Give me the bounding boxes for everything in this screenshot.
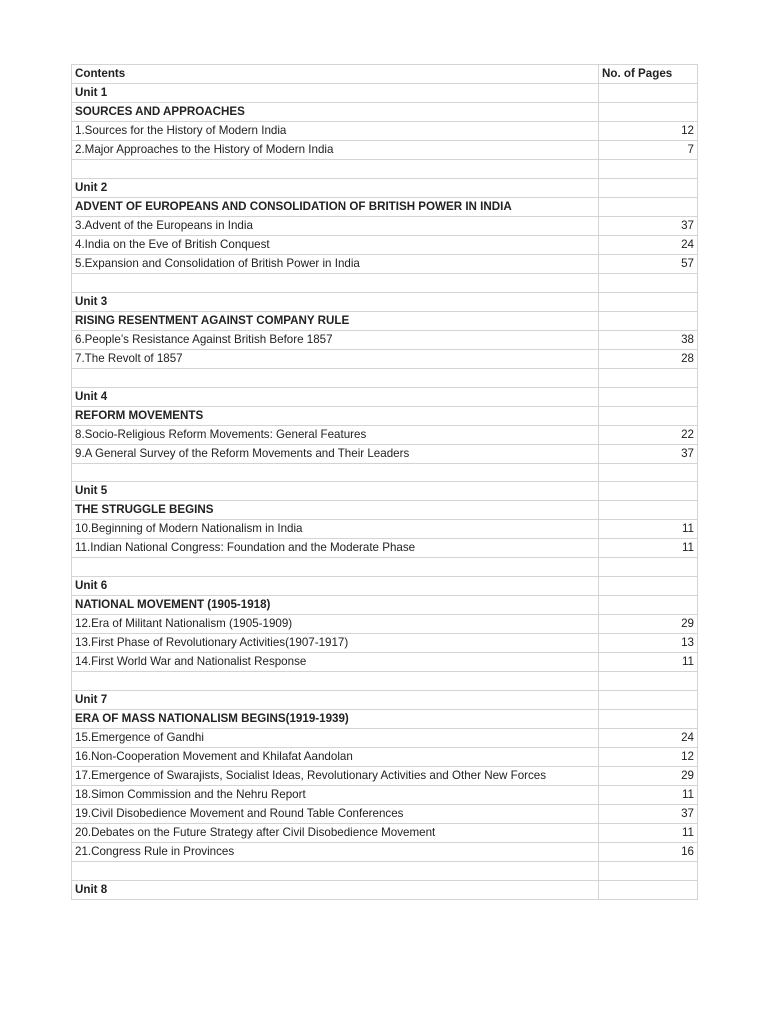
chapter-title (72, 368, 599, 387)
chapter-row (72, 615, 698, 634)
section-title-row (72, 311, 698, 330)
chapter-row (72, 122, 698, 141)
header-row (72, 65, 698, 84)
page-count: 11 (599, 539, 698, 558)
chapter-title: 8.Socio-Religious Reform Movements: General Features (72, 425, 599, 444)
unit-label: Unit 1 (72, 84, 599, 103)
blank-row (72, 672, 698, 691)
chapter-row (72, 767, 698, 786)
page-count (599, 577, 698, 596)
page-count (599, 103, 698, 122)
section-title: SOURCES AND APPROACHES (72, 103, 599, 122)
section-title-row (72, 596, 698, 615)
chapter-title: 19.Civil Disobedience Movement and Round Table Conferences (72, 805, 599, 824)
page-count: 57 (599, 254, 698, 273)
page-count (599, 84, 698, 103)
chapter-title (72, 672, 599, 691)
chapter-title (72, 463, 599, 482)
page-count: 29 (599, 767, 698, 786)
chapter-row (72, 539, 698, 558)
blank-row (72, 558, 698, 577)
chapter-row (72, 805, 698, 824)
unit-row (72, 84, 698, 103)
chapter-title: 4.India on the Eve of British Conquest (72, 235, 599, 254)
chapter-row (72, 216, 698, 235)
section-title: RISING RESENTMENT AGAINST COMPANY RULE (72, 311, 599, 330)
page-count (599, 710, 698, 729)
chapter-title: 15.Emergence of Gandhi (72, 729, 599, 748)
unit-label: Unit 2 (72, 178, 599, 197)
page-count: 12 (599, 122, 698, 141)
page-count (599, 558, 698, 577)
chapter-row (72, 748, 698, 767)
page-count: 24 (599, 729, 698, 748)
chapter-row (72, 634, 698, 653)
chapter-title (72, 862, 599, 881)
unit-label: Unit 3 (72, 292, 599, 311)
chapter-row (72, 520, 698, 539)
unit-row (72, 482, 698, 501)
page-count (599, 862, 698, 881)
unit-label: Unit 5 (72, 482, 599, 501)
section-title-row (72, 406, 698, 425)
page-count (599, 482, 698, 501)
page-count (599, 368, 698, 387)
section-title: REFORM MOVEMENTS (72, 406, 599, 425)
chapter-row (72, 729, 698, 748)
unit-row (72, 387, 698, 406)
blank-row (72, 862, 698, 881)
page-count: 24 (599, 235, 698, 254)
chapter-row (72, 425, 698, 444)
unit-label: Unit 6 (72, 577, 599, 596)
header-contents: Contents (72, 65, 599, 84)
chapter-title (72, 558, 599, 577)
unit-row (72, 292, 698, 311)
blank-row (72, 463, 698, 482)
page-count (599, 160, 698, 179)
header-pages: No. of Pages (599, 65, 698, 84)
page-count (599, 691, 698, 710)
chapter-title: 6.People’s Resistance Against British Before 1857 (72, 330, 599, 349)
chapter-row (72, 141, 698, 160)
contents-table-body (72, 65, 698, 900)
unit-label: Unit 7 (72, 691, 599, 710)
page-count: 37 (599, 216, 698, 235)
chapter-row (72, 254, 698, 273)
chapter-title: 5.Expansion and Consolidation of British Power in India (72, 254, 599, 273)
chapter-title: 13.First Phase of Revolutionary Activities(1907-1917) (72, 634, 599, 653)
unit-row (72, 178, 698, 197)
section-title: NATIONAL MOVEMENT (1905-1918) (72, 596, 599, 615)
section-title: THE STRUGGLE BEGINS (72, 501, 599, 520)
page-count: 37 (599, 444, 698, 463)
page-count (599, 178, 698, 197)
chapter-title: 21.Congress Rule in Provinces (72, 843, 599, 862)
chapter-title: 20.Debates on the Future Strategy after Civil Disobedience Movement (72, 824, 599, 843)
unit-row (72, 577, 698, 596)
blank-row (72, 160, 698, 179)
chapter-title: 10.Beginning of Modern Nationalism in India (72, 520, 599, 539)
page-count (599, 292, 698, 311)
chapter-row (72, 824, 698, 843)
section-title-row (72, 197, 698, 216)
unit-label: Unit 4 (72, 387, 599, 406)
chapter-row (72, 330, 698, 349)
page-count: 11 (599, 786, 698, 805)
chapter-title: 2.Major Approaches to the History of Modern India (72, 141, 599, 160)
chapter-row (72, 786, 698, 805)
chapter-title: 9.A General Survey of the Reform Movements and Their Leaders (72, 444, 599, 463)
chapter-title (72, 160, 599, 179)
page-count: 7 (599, 141, 698, 160)
blank-row (72, 273, 698, 292)
page-count (599, 596, 698, 615)
chapter-row (72, 349, 698, 368)
page-count: 16 (599, 843, 698, 862)
page-count: 11 (599, 653, 698, 672)
section-title: ERA OF MASS NATIONALISM BEGINS(1919-1939) (72, 710, 599, 729)
page-count (599, 880, 698, 899)
chapter-title: 16.Non-Cooperation Movement and Khilafat Aandolan (72, 748, 599, 767)
page-count: 37 (599, 805, 698, 824)
chapter-title: 11.Indian National Congress: Foundation and the Moderate Phase (72, 539, 599, 558)
chapter-title: 12.Era of Militant Nationalism (1905-1909) (72, 615, 599, 634)
page-count (599, 197, 698, 216)
page-count (599, 273, 698, 292)
blank-row (72, 368, 698, 387)
page-count: 29 (599, 615, 698, 634)
page-count (599, 672, 698, 691)
page-count (599, 501, 698, 520)
page-count: 11 (599, 520, 698, 539)
contents-table (71, 64, 698, 900)
page-count: 38 (599, 330, 698, 349)
section-title-row (72, 103, 698, 122)
unit-row (72, 880, 698, 899)
chapter-title: 17.Emergence of Swarajists, Socialist Ideas, Revolutionary Activities and Other New Forces (72, 767, 599, 786)
chapter-row (72, 235, 698, 254)
page-count: 22 (599, 425, 698, 444)
page-count: 13 (599, 634, 698, 653)
chapter-title: 7.The Revolt of 1857 (72, 349, 599, 368)
page-count: 11 (599, 824, 698, 843)
page-count (599, 311, 698, 330)
section-title-row (72, 710, 698, 729)
chapter-title: 3.Advent of the Europeans in India (72, 216, 599, 235)
chapter-row (72, 843, 698, 862)
unit-row (72, 691, 698, 710)
chapter-title: 14.First World War and Nationalist Response (72, 653, 599, 672)
chapter-row (72, 653, 698, 672)
page-count (599, 387, 698, 406)
page-count (599, 406, 698, 425)
page-count: 12 (599, 748, 698, 767)
page-count (599, 463, 698, 482)
section-title: ADVENT OF EUROPEANS AND CONSOLIDATION OF BRITISH POWER IN INDIA (72, 197, 599, 216)
chapter-title: 18.Simon Commission and the Nehru Report (72, 786, 599, 805)
section-title-row (72, 501, 698, 520)
chapter-title: 1.Sources for the History of Modern India (72, 122, 599, 141)
chapter-title (72, 273, 599, 292)
unit-label: Unit 8 (72, 880, 599, 899)
page-count: 28 (599, 349, 698, 368)
chapter-row (72, 444, 698, 463)
